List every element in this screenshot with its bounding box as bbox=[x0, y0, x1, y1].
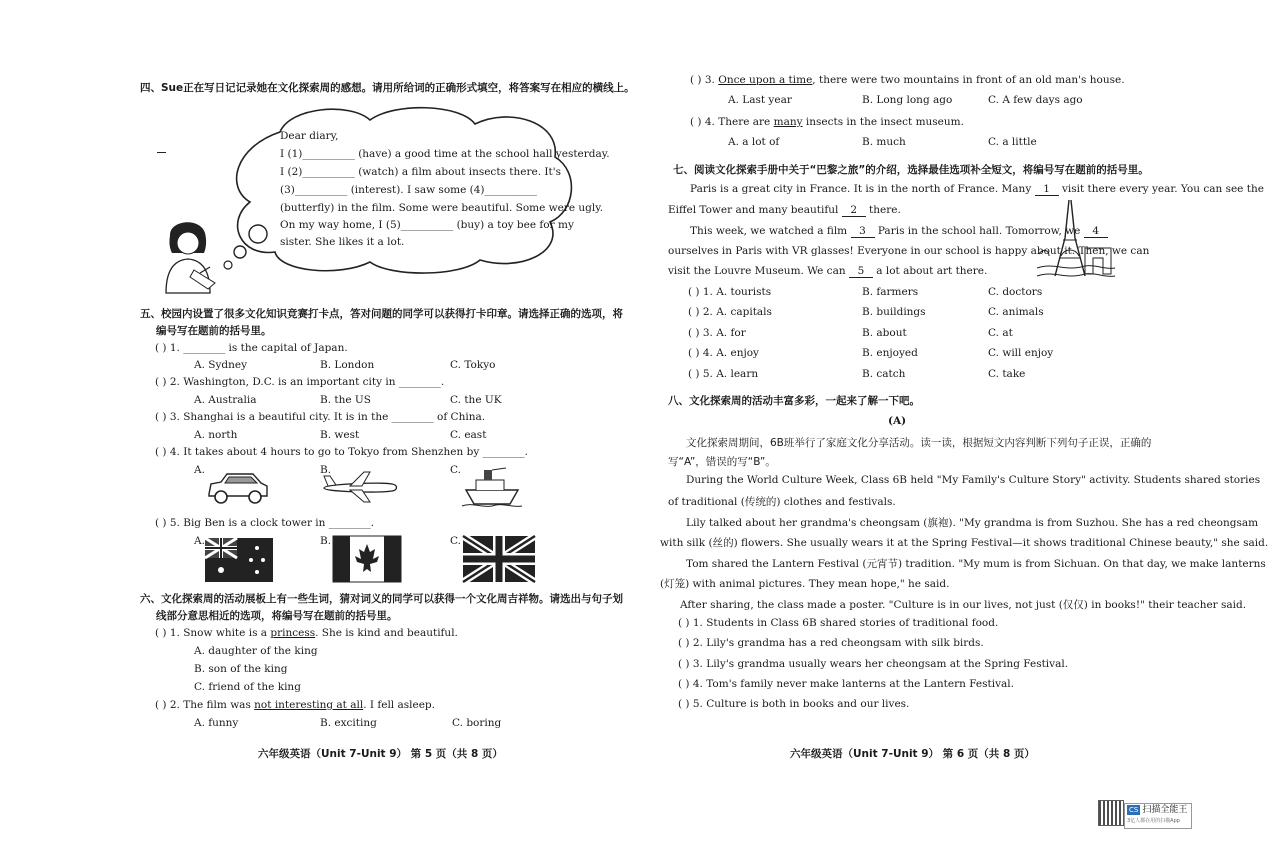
diary-line: Dear diary, bbox=[280, 130, 339, 142]
s5-q2-stem: ( ) 2. Washington, D.C. is an important city in ________. bbox=[155, 376, 445, 388]
section-6-title-2: 线部分意思相近的选项，将编号写在题前的括号里。 bbox=[156, 610, 398, 622]
s7-para-line-1: Paris is a great city in France. It is in the north of France. Many 1 visit there every year. You can see the bbox=[690, 183, 1264, 195]
section-5-title-1: 五、校园内设置了很多文化知识竞赛打卡点，答对问题的同学可以获得打卡印章。请选择正确的选项，将 bbox=[140, 308, 623, 320]
s7-opt-3-b: B. about bbox=[862, 327, 907, 339]
left-page-footer: 六年级英语（Unit 7-Unit 9） 第 5 页（共 8 页） bbox=[258, 748, 503, 760]
s6-q4-b: B. much bbox=[862, 136, 906, 148]
s5-q2-a: A. Australia bbox=[194, 394, 257, 406]
section-6-title-1: 六、文化探索周的活动展板上有一些生词，猜对词义的同学可以获得一个文化周吉祥物。请选出与句子划 bbox=[140, 593, 623, 605]
s6-q4-a: A. a lot of bbox=[728, 136, 780, 148]
car-icon bbox=[205, 470, 271, 506]
scanner-sub: 3亿人都在用的扫描App bbox=[1127, 818, 1180, 824]
s5-q4-a: A. bbox=[194, 464, 205, 476]
s7-opt-3-c: C. at bbox=[988, 327, 1013, 339]
s5-q3-b: B. west bbox=[320, 429, 360, 441]
s8-para-line: with silk (丝的) flowers. She usually wears it at the Spring Festival—it shows traditional Chinese beauty," she said. bbox=[660, 537, 1268, 549]
s6-q4-stem: ( ) 4. There are many insects in the insect museum. bbox=[690, 116, 964, 128]
s5-q4-stem: ( ) 4. It takes about 4 hours to go to Tokyo from Shenzhen by ________. bbox=[155, 446, 528, 458]
s8-tf-5: ( ) 5. Culture is both in books and our lives. bbox=[678, 698, 910, 710]
diary-line: sister. She likes it a lot. bbox=[280, 236, 405, 248]
s5-q4-c: C. bbox=[450, 464, 461, 476]
s7-opt-5-b: B. catch bbox=[862, 368, 906, 380]
s6-q4-c: C. a little bbox=[988, 136, 1037, 148]
section-5-title-2: 编号写在题前的括号里。 bbox=[156, 325, 272, 337]
s5-q5-a: A. bbox=[194, 535, 205, 547]
s5-q4-b: B. bbox=[320, 464, 332, 476]
s8-tf-2: ( ) 2. Lily's grandma has a red cheongsam with silk birds. bbox=[678, 637, 984, 649]
uk-flag-icon bbox=[463, 536, 535, 582]
ship-icon bbox=[462, 464, 522, 508]
section-7-title: 七、阅读文化探索手册中关于“巴黎之旅”的介绍，选择最佳选项补全短文，将编号写在题前的括号里。 bbox=[673, 164, 1149, 176]
s7-opt-4-a: ( ) 4. A. enjoy bbox=[688, 347, 759, 359]
s8-tf-1: ( ) 1. Students in Class 6B shared stories of traditional food. bbox=[678, 617, 999, 629]
s6-q3-a: A. Last year bbox=[728, 94, 792, 106]
diary-line: (3)__________ (interest). I saw some (4)__________ bbox=[280, 184, 538, 196]
section-4-title: 四、Sue正在写日记记录她在文化探索周的感想。请用所给词的正确形式填空，将答案写在相应的横线上。 bbox=[140, 82, 635, 94]
s8-tf-4: ( ) 4. Tom's family never make lanterns at the Lantern Festival. bbox=[678, 678, 1014, 690]
s6-q2-stem: ( ) 2. The film was not interesting at all. I fell asleep. bbox=[155, 699, 435, 711]
girl-writing-illustration bbox=[160, 215, 220, 295]
s8-para-line: (灯笼) with animal pictures. They mean hope," he said. bbox=[660, 578, 950, 590]
plane-icon bbox=[320, 470, 400, 504]
s5-q3-stem: ( ) 3. Shanghai is a beautiful city. It is in the ________ of China. bbox=[155, 411, 486, 423]
s7-para-line-5: visit the Louvre Museum. We can 5 a lot about art there. bbox=[668, 265, 988, 277]
s7-opt-2-b: B. buildings bbox=[862, 306, 926, 318]
scanner-label: 扫描全能王 bbox=[1142, 805, 1188, 815]
s8-para-line: During the World Culture Week, Class 6B held "My Family's Culture Story" activity. Students shared stories bbox=[686, 474, 1261, 486]
s7-opt-1-b: B. farmers bbox=[862, 286, 919, 298]
s6-q1-b: B. son of the king bbox=[194, 663, 288, 675]
diary-line: I (1)__________ (have) a good time at the school hall yesterday. bbox=[280, 148, 610, 160]
s5-q3-a: A. north bbox=[194, 429, 238, 441]
s5-q1-a: A. Sydney bbox=[194, 359, 248, 371]
right-page-footer: 六年级英语（Unit 7-Unit 9） 第 6 页（共 8 页） bbox=[790, 748, 1035, 760]
s5-q5-b: B. bbox=[320, 535, 332, 547]
camscanner-logo-icon: CS bbox=[1129, 806, 1139, 814]
paris-eiffel-tower-illustration bbox=[1035, 198, 1117, 282]
diary-line: On my way home, I (5)__________ (buy) a toy bee for my bbox=[280, 219, 574, 231]
qr-code-icon bbox=[1098, 800, 1124, 826]
s8-intro-2: 写“A”，错误的写“B”。 bbox=[668, 456, 776, 468]
s7-opt-5-c: C. take bbox=[988, 368, 1026, 380]
s8-intro-1: 文化探索周期间，6B班举行了家庭文化分享活动。读一读，根据短文内容判断下列句子正误，正确的 bbox=[686, 437, 1152, 449]
s6-q3-stem: ( ) 3. Once upon a time, there were two mountains in front of an old man's house. bbox=[690, 74, 1125, 86]
s6-q1-stem: ( ) 1. Snow white is a princess. She is kind and beautiful. bbox=[155, 627, 458, 639]
s7-para-line-4: ourselves in Paris with VR glasses! Everyone in our school is happy about it. Then, we can bbox=[668, 245, 1150, 257]
s5-q1-stem: ( ) 1. ________ is the capital of Japan. bbox=[155, 342, 348, 354]
section-8-subtitle: (A) bbox=[888, 415, 907, 427]
s6-q3-c: C. A few days ago bbox=[988, 94, 1083, 106]
s7-para-line-2: Eiffel Tower and many beautiful 2 there. bbox=[668, 204, 901, 216]
s5-q5-c: C. bbox=[450, 535, 461, 547]
diary-line: (butterfly) in the film. Some were beautiful. Some were ugly. bbox=[280, 202, 604, 214]
s8-para-line: of traditional (传统的) clothes and festivals. bbox=[668, 496, 896, 508]
s8-para-line: Lily talked about her grandma's cheongsam (旗袍). "My grandma is from Suzhou. She has a red cheongsam bbox=[686, 517, 1259, 529]
australia-flag-icon bbox=[205, 538, 273, 582]
s7-opt-2-a: ( ) 2. A. capitals bbox=[688, 306, 772, 318]
s7-para-line-3: This week, we watched a film 3 Paris in the school hall. Tomorrow, we 4 bbox=[690, 225, 1108, 238]
s8-tf-3: ( ) 3. Lily's grandma usually wears her cheongsam at the Spring Festival. bbox=[678, 658, 1069, 670]
cloud-left-tick bbox=[157, 152, 166, 153]
scanner-watermark bbox=[1124, 803, 1192, 829]
s6-q2-a: A. funny bbox=[194, 717, 239, 729]
s6-q2-b: B. exciting bbox=[320, 717, 377, 729]
s6-q3-b: B. Long long ago bbox=[862, 94, 953, 106]
section-8-title: 八、文化探索周的活动丰富多彩，一起来了解一下吧。 bbox=[668, 395, 920, 407]
s8-para-line: Tom shared the Lantern Festival (元宵节) tradition. "My mum is from Sichuan. On that day, we make lanterns bbox=[686, 558, 1266, 570]
s7-opt-4-c: C. will enjoy bbox=[988, 347, 1054, 359]
s8-para-line: After sharing, the class made a poster. "Culture is in our lives, not just (仅仅) in books!" their teacher said. bbox=[680, 599, 1247, 611]
diary-line: I (2)__________ (watch) a film about insects there. It's bbox=[280, 166, 562, 178]
s5-q2-c: C. the UK bbox=[450, 394, 502, 406]
s7-opt-3-a: ( ) 3. A. for bbox=[688, 327, 746, 339]
s7-opt-1-c: C. doctors bbox=[988, 286, 1043, 298]
canada-flag-icon bbox=[333, 536, 401, 582]
s5-q2-b: B. the US bbox=[320, 394, 371, 406]
s5-q1-b: B. London bbox=[320, 359, 375, 371]
s6-q2-c: C. boring bbox=[452, 717, 502, 729]
s6-q1-c: C. friend of the king bbox=[194, 681, 301, 693]
s7-opt-4-b: B. enjoyed bbox=[862, 347, 918, 359]
s5-q3-c: C. east bbox=[450, 429, 487, 441]
s7-opt-2-c: C. animals bbox=[988, 306, 1044, 318]
s7-opt-1-a: ( ) 1. A. tourists bbox=[688, 286, 772, 298]
s7-opt-5-a: ( ) 5. A. learn bbox=[688, 368, 759, 380]
s6-q1-a: A. daughter of the king bbox=[194, 645, 318, 657]
s5-q5-stem: ( ) 5. Big Ben is a clock tower in ________. bbox=[155, 517, 375, 529]
s5-q1-c: C. Tokyo bbox=[450, 359, 496, 371]
